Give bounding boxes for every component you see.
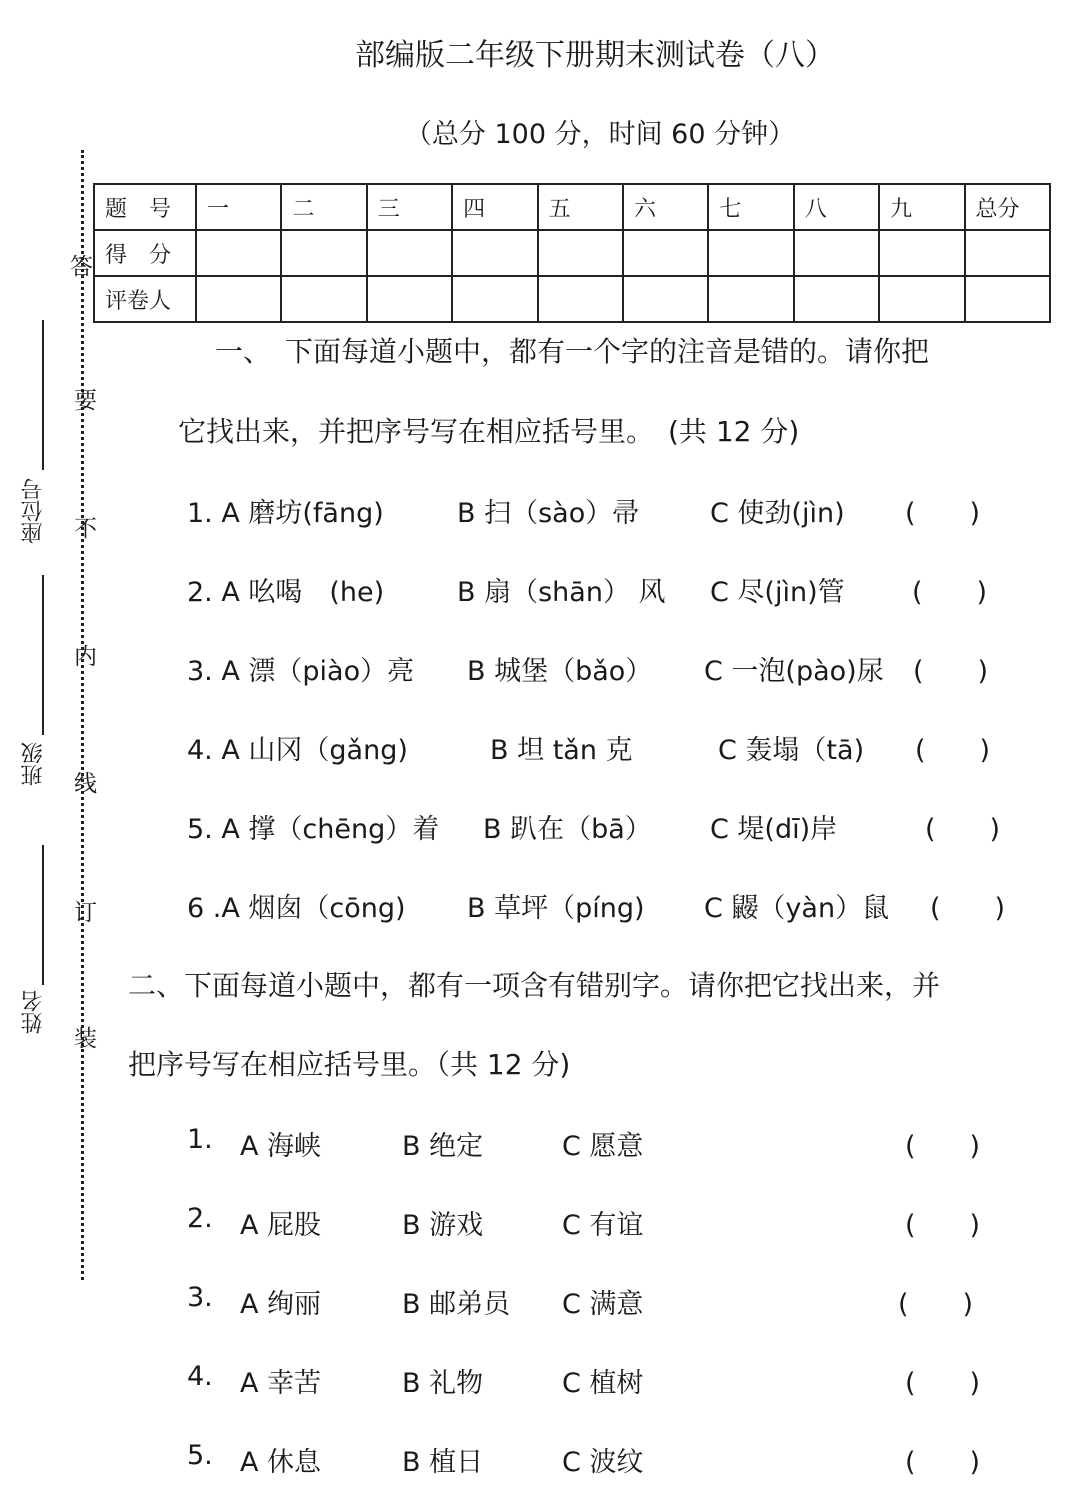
section1-heading: 它找出来，并把序号写在相应括号里。 (共 12 分) <box>178 415 800 448</box>
table-header-cell: 总分 <box>965 184 1050 230</box>
question-option-c: C 有谊 <box>562 1210 644 1241</box>
table-header-cell: 三 <box>367 184 452 230</box>
answer-blank[interactable]: ( ) <box>915 735 991 766</box>
answer-blank[interactable]: ( ) <box>905 1210 981 1241</box>
page-title: 部编版二年级下册期末测试卷（八） <box>355 38 835 73</box>
question-option-b: B 扫（sào）帚 <box>457 498 640 529</box>
question-option-c: C 轰塌（tā) <box>718 735 865 766</box>
question-option-a: 5. A 撑（chēng）着 <box>187 814 440 845</box>
seat-label: 座位号 <box>21 478 46 544</box>
row-label: 得 分 <box>94 230 196 276</box>
grader-cell[interactable] <box>965 276 1050 322</box>
score-cell[interactable] <box>708 230 793 276</box>
score-cell[interactable] <box>196 230 281 276</box>
grader-cell[interactable] <box>196 276 281 322</box>
seat-underline <box>42 320 44 470</box>
name-label: 姓名 <box>21 990 46 1034</box>
table-header-cell: 九 <box>879 184 964 230</box>
question-option-b: B 邮弟员 <box>402 1289 511 1320</box>
class-label: 班级 <box>21 742 46 786</box>
grader-cell[interactable] <box>452 276 537 322</box>
answer-blank[interactable]: ( ) <box>905 1131 981 1162</box>
table-row <box>94 276 1050 322</box>
score-cell[interactable] <box>452 230 537 276</box>
answer-blank[interactable]: ( ) <box>898 1289 974 1320</box>
table-header-cell: 题 号 <box>94 184 196 230</box>
question-option-b: B 坦 tǎn 克 <box>490 735 633 766</box>
binding-dotted-line <box>81 150 84 1280</box>
margin-char: 不 <box>74 516 97 542</box>
question-option-a: 4. A 山冈（gǎng) <box>187 735 408 766</box>
answer-blank[interactable]: ( ) <box>905 1368 981 1399</box>
table-row <box>94 184 1050 230</box>
table-header-cell: 四 <box>452 184 537 230</box>
question-option-a: 2. A 吆喝 (he) <box>187 577 385 608</box>
answer-blank[interactable]: ( ) <box>905 1447 981 1478</box>
question-number: 1. <box>187 1124 213 1155</box>
question-option-b: B 绝定 <box>402 1131 484 1162</box>
grader-cell[interactable] <box>623 276 708 322</box>
score-cell[interactable] <box>367 230 452 276</box>
answer-blank[interactable]: ( ) <box>912 577 988 608</box>
question-option-c: C 使劲(jìn) <box>710 498 845 529</box>
question-option-c: C 堤(dī)岸 <box>710 814 838 845</box>
margin-char: 答 <box>70 254 93 280</box>
margin-char: 装 <box>74 1026 97 1052</box>
question-option-b: B 扇（shān） 风 <box>457 577 666 608</box>
score-cell[interactable] <box>623 230 708 276</box>
table-header-cell: 二 <box>281 184 366 230</box>
row-label: 评卷人 <box>94 276 196 322</box>
score-cell[interactable] <box>794 230 879 276</box>
score-cell[interactable] <box>965 230 1050 276</box>
question-option-b: B 城堡（bǎo） <box>467 656 653 687</box>
grader-cell[interactable] <box>879 276 964 322</box>
margin-char: 内 <box>74 644 97 670</box>
question-option-c: C 波纹 <box>562 1447 644 1478</box>
question-option-c: C 植树 <box>562 1368 644 1399</box>
question-option-c: C 一泡(pào)尿 <box>704 656 884 687</box>
question-option-a: 3. A 漂（piào）亮 <box>187 656 415 687</box>
question-option-c: C 尽(jìn)管 <box>710 577 845 608</box>
table-row <box>94 230 1050 276</box>
answer-blank[interactable]: ( ) <box>925 814 1001 845</box>
name-underline <box>42 845 44 985</box>
question-option-b: B 草坪（píng) <box>467 893 645 924</box>
question-option-a: A 海峡 <box>240 1131 322 1162</box>
answer-blank[interactable]: ( ) <box>913 656 989 687</box>
margin-char: 订 <box>74 900 97 926</box>
question-option-b: B 礼物 <box>402 1368 484 1399</box>
question-number: 2. <box>187 1203 213 1234</box>
question-option-b: B 植日 <box>402 1447 484 1478</box>
class-underline <box>42 575 44 735</box>
question-number: 4. <box>187 1361 213 1392</box>
answer-blank[interactable]: ( ) <box>905 498 981 529</box>
grader-cell[interactable] <box>281 276 366 322</box>
question-option-a: A 屁股 <box>240 1210 322 1241</box>
question-option-a: 6 .A 烟囱（cōng) <box>187 893 406 924</box>
section2-heading: 把序号写在相应括号里。（共 12 分) <box>128 1048 571 1081</box>
page-subtitle: （总分 100 分，时间 60 分钟） <box>404 119 796 150</box>
table-header-cell: 六 <box>623 184 708 230</box>
grader-cell[interactable] <box>794 276 879 322</box>
question-option-a: A 休息 <box>240 1447 322 1478</box>
question-option-b: B 趴在（bā） <box>483 814 652 845</box>
table-header-cell: 一 <box>196 184 281 230</box>
grader-cell[interactable] <box>708 276 793 322</box>
grader-cell[interactable] <box>538 276 623 322</box>
section1-heading: 一、 下面每道小题中，都有一个字的注音是错的。请你把 <box>215 335 930 368</box>
section2-heading: 二、下面每道小题中，都有一项含有错别字。请你把它找出来，并 <box>128 969 941 1002</box>
answer-blank[interactable]: ( ) <box>930 893 1006 924</box>
question-option-b: B 游戏 <box>402 1210 484 1241</box>
question-option-c: C 愿意 <box>562 1131 644 1162</box>
grader-cell[interactable] <box>367 276 452 322</box>
question-option-a: A 幸苦 <box>240 1368 322 1399</box>
margin-char: 线 <box>74 771 97 797</box>
question-number: 5. <box>187 1440 213 1471</box>
table-header-cell: 七 <box>708 184 793 230</box>
score-table <box>93 183 1051 323</box>
question-number: 3. <box>187 1282 213 1313</box>
question-option-c: C 满意 <box>562 1289 644 1320</box>
score-cell[interactable] <box>538 230 623 276</box>
question-option-a: A 绚丽 <box>240 1289 322 1320</box>
table-header-cell: 八 <box>794 184 879 230</box>
table-header-cell: 五 <box>538 184 623 230</box>
margin-char: 要 <box>74 388 97 414</box>
question-option-c: C 鼹（yàn）鼠 <box>704 893 890 924</box>
score-cell[interactable] <box>281 230 366 276</box>
score-cell[interactable] <box>879 230 964 276</box>
question-option-a: 1. A 磨坊(fāng) <box>187 498 384 529</box>
